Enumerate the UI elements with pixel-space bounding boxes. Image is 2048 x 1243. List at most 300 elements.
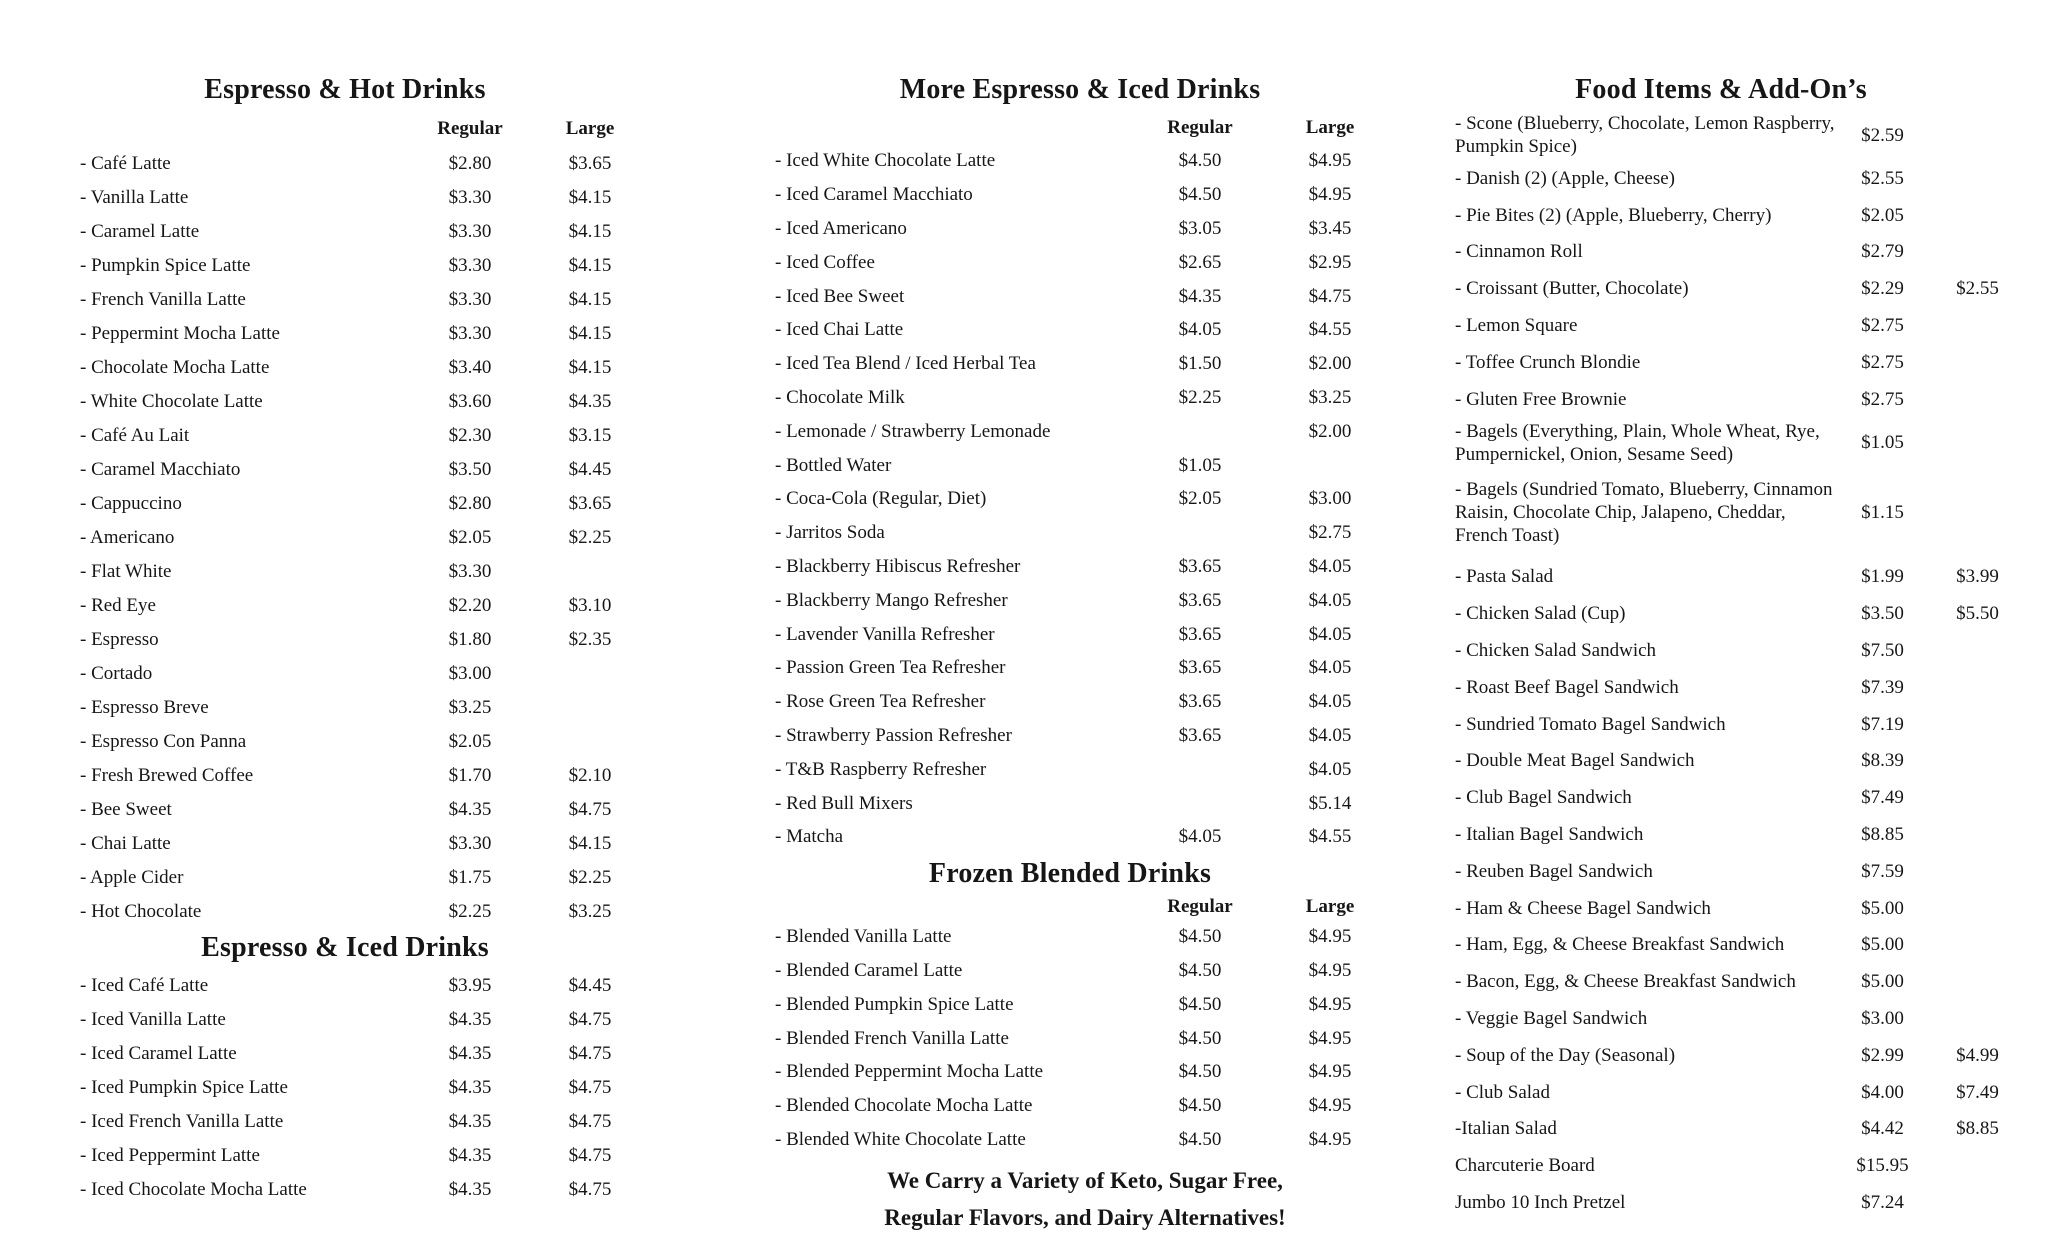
item-price-regular: $4.05 [1178,826,1222,848]
item-name: - Ham & Cheese Bagel Sandwich [1455,897,1711,919]
menu-item-row [775,550,1395,584]
item-name: - Sundried Tomato Bagel Sandwich [1455,713,1726,735]
item-name: - Chocolate Milk [775,386,905,408]
item-name: - Iced Americano [775,217,907,239]
menu-item-row [80,1070,650,1104]
item-price-large: $4.75 [568,1178,612,1200]
menu-item-row [1455,595,2025,632]
item-price-large: $2.00 [1308,353,1352,375]
item-price-large: $4.15 [568,832,612,854]
menu-item-row [1455,1000,2025,1037]
item-price-regular: $2.80 [448,152,492,174]
item-price-large: $4.55 [1308,826,1352,848]
menu-item-row [775,347,1395,381]
item-price-regular: $3.30 [448,288,492,310]
item-price-regular: $2.79 [1861,241,1904,263]
menu-item-row [80,486,650,520]
item-price-large: $2.25 [568,526,612,548]
item-price-regular: $4.35 [1178,285,1222,307]
item-price-regular: $15.95 [1856,1155,1909,1177]
item-price-regular: $2.05 [1178,488,1222,510]
item-name: - Blended Pumpkin Spice Latte [775,993,1014,1015]
large-column-header: Large [1305,896,1355,918]
menu-item-row [80,282,650,316]
menu-item-row [1455,344,2025,381]
item-price-regular: $5.00 [1861,897,1904,919]
item-name: - Blackberry Mango Refresher [775,589,1008,611]
item-price-regular: $2.75 [1861,315,1904,337]
item-price-large: $4.05 [1308,555,1352,577]
item-price-regular: $2.59 [1861,124,1904,146]
item-price-large: $2.25 [568,866,612,888]
menu-item-row [1455,1184,2025,1221]
menu-item-row [80,826,650,860]
item-name: - Cinnamon Roll [1455,241,1583,263]
item-name: - White Chocolate Latte [80,390,263,412]
item-name: - Apple Cider [80,866,184,888]
item-name: - Lavender Vanilla Refresher [775,623,995,645]
item-price-regular: $4.35 [448,1076,492,1098]
item-price-large: $8.85 [1956,1118,1999,1140]
menu-item-row [1455,1111,2025,1148]
item-name: - Iced Coffee [775,251,875,273]
item-price-regular: $2.30 [448,424,492,446]
item-price-regular: $4.50 [1178,1027,1222,1049]
menu-item-row [775,786,1395,820]
item-name: - Iced Chocolate Mocha Latte [80,1178,307,1200]
item-price-large: $4.95 [1308,993,1352,1015]
menu-item-row [775,448,1395,482]
item-price-large: $3.00 [1308,488,1352,510]
item-name: - Iced Vanilla Latte [80,1008,226,1030]
item-name: - Blended White Chocolate Latte [775,1128,1026,1150]
item-price-large: $3.45 [1308,217,1352,239]
item-price-regular: $7.19 [1861,713,1904,735]
menu-item-row [80,1104,650,1138]
item-price-large: $4.35 [568,390,612,412]
regular-column-header: Regular [1167,116,1233,138]
menu-item-row [775,482,1395,516]
menu-item-row [775,752,1395,786]
menu-item-row [1455,160,2025,197]
item-price-regular: $4.35 [448,1110,492,1132]
item-price-regular: $4.42 [1861,1118,1904,1140]
item-name: - Red Bull Mixers [775,792,913,814]
menu-column-middle [775,70,1395,1236]
item-name: - Iced Café Latte [80,974,209,996]
item-name: - Americano [80,526,175,548]
item-price-large: $2.35 [568,628,612,650]
item-price-large: $3.25 [568,900,612,922]
menu-note-line-2: Regular Flavors, and Dairy Alternatives! [884,1205,1286,1231]
item-price-large: $4.95 [1308,959,1352,981]
item-name: - Café Au Lait [80,424,190,446]
large-column-header: Large [565,117,615,139]
item-name: - Espresso Breve [80,696,209,718]
item-price-large: $5.14 [1308,792,1352,814]
menu-item-row [1455,853,2025,890]
item-name: - Caramel Macchiato [80,458,241,480]
menu-item-row [80,1036,650,1070]
menu-item-row [1455,706,2025,743]
item-name: - Iced Pumpkin Spice Latte [80,1076,288,1098]
item-name: Charcuterie Board [1455,1155,1595,1177]
item-name: - Passion Green Tea Refresher [775,657,1006,679]
item-price-regular: $7.24 [1861,1192,1904,1214]
item-price-regular: $7.39 [1861,676,1904,698]
item-name: - Veggie Bagel Sandwich [1455,1008,1648,1030]
item-name: - Scone (Blueberry, Chocolate, Lemon Raspberry, Pumpkin Spice) [1455,113,1835,157]
item-price-regular: $3.30 [448,186,492,208]
menu-item-row [1455,1037,2025,1074]
menu-column-left [80,70,650,1206]
item-name: - Café Latte [80,152,171,174]
item-name: Jumbo 10 Inch Pretzel [1455,1192,1626,1214]
item-price-regular: $2.75 [1861,351,1904,373]
item-name: - Double Meat Bagel Sandwich [1455,750,1695,772]
item-price-regular: $2.80 [448,492,492,514]
item-name: - Red Eye [80,594,156,616]
item-price-regular: $1.05 [1178,454,1222,476]
item-price-regular: $2.05 [448,730,492,752]
item-price-regular: $3.30 [448,220,492,242]
item-price-regular: $1.50 [1178,353,1222,375]
menu-item-row [80,894,650,928]
menu-item-row [80,860,650,894]
item-price-regular: $4.35 [448,1008,492,1030]
section-more-espresso-iced-drinks [775,70,1395,854]
item-name: - Blended Peppermint Mocha Latte [775,1061,1044,1083]
item-price-regular: $5.00 [1861,971,1904,993]
menu-note-line-1: We Carry a Variety of Keto, Sugar Free, [887,1168,1283,1194]
item-price-regular: $5.00 [1861,934,1904,956]
section-title: More Espresso & Iced Drinks [899,74,1261,105]
item-price-large: $3.99 [1956,566,1999,588]
item-name: - Blended Vanilla Latte [775,926,952,948]
item-price-regular: $8.85 [1861,824,1904,846]
item-price-large: $4.95 [1308,184,1352,206]
item-price-large: $2.75 [1308,522,1352,544]
menu-item-row [1455,381,2025,418]
item-name: - Iced Tea Blend / Iced Herbal Tea [775,353,1036,375]
item-price-large: $3.25 [1308,386,1352,408]
item-price-large: $4.05 [1308,657,1352,679]
menu-item-row [1455,816,2025,853]
item-name: - Espresso [80,628,159,650]
item-price-regular: $3.65 [1178,724,1222,746]
item-name: - Chicken Salad Sandwich [1455,640,1657,662]
menu-item-row [80,1172,650,1206]
menu-item-row [775,1123,1395,1157]
item-price-regular: $2.05 [1861,204,1904,226]
item-name: - Chai Latte [80,832,171,854]
item-price-large: $4.99 [1956,1044,1999,1066]
menu-item-row [80,214,650,248]
item-price-large: $4.75 [568,1042,612,1064]
item-name: - Iced Peppermint Latte [80,1144,260,1166]
item-price-large: $4.15 [568,288,612,310]
item-price-regular: $4.35 [448,798,492,820]
section-food-items-add-ons [1455,70,2025,1221]
menu-item-row [80,418,650,452]
item-name: - Blackberry Hibiscus Refresher [775,555,1021,577]
item-price-regular: $4.50 [1178,993,1222,1015]
large-column-header: Large [1305,116,1355,138]
item-name: - Iced Bee Sweet [775,285,905,307]
item-name: - French Vanilla Latte [80,288,246,310]
menu-item-row [80,656,650,690]
menu-item-row [80,248,650,282]
item-name: - Bagels (Everything, Plain, Whole Wheat, Rye, Pumpernickel, Onion, Sesame Seed) [1455,420,1820,465]
item-price-regular: $3.30 [448,254,492,276]
price-header-row [775,894,1395,920]
item-name: - Soup of the Day (Seasonal) [1455,1044,1676,1066]
menu-item-row [1455,418,2025,468]
menu-item-row [775,516,1395,550]
item-price-large: $2.95 [1308,251,1352,273]
menu-item-row [80,724,650,758]
item-name: - Espresso Con Panna [80,730,247,752]
menu-item-row [1455,669,2025,706]
item-price-regular: $4.50 [1178,1061,1222,1083]
menu-item-row [775,820,1395,854]
item-name: - Bacon, Egg, & Cheese Breakfast Sandwich [1455,971,1796,993]
item-name: - Iced Caramel Macchiato [775,184,973,206]
menu-item-row [80,690,650,724]
item-price-regular: $3.65 [1178,691,1222,713]
item-price-large: $4.45 [568,974,612,996]
menu-item-row [775,245,1395,279]
item-price-regular: $3.50 [1861,603,1904,625]
item-price-large: $3.65 [568,492,612,514]
section-espresso-hot-drinks [80,70,650,928]
menu-item-row [80,588,650,622]
item-price-regular: $3.50 [448,458,492,480]
item-name: - Italian Bagel Sandwich [1455,824,1644,846]
item-price-regular: $4.50 [1178,959,1222,981]
item-name: - Iced Chai Latte [775,319,904,341]
item-name: - Pasta Salad [1455,566,1554,588]
item-name: - Pumpkin Spice Latte [80,254,251,276]
menu-item-row [775,144,1395,178]
item-price-regular: $1.15 [1861,501,1904,523]
menu-item-row [80,180,650,214]
menu-item-row [1455,927,2025,964]
item-name: - Reuben Bagel Sandwich [1455,860,1653,882]
item-price-regular: $4.50 [1178,1128,1222,1150]
menu-item-row [775,583,1395,617]
item-price-regular: $4.00 [1861,1081,1904,1103]
item-price-large: $4.95 [1308,1027,1352,1049]
item-price-regular: $2.05 [448,526,492,548]
menu-item-row [775,1089,1395,1123]
item-name: - Cortado [80,662,153,684]
menu-item-row [775,313,1395,347]
item-name: - Iced French Vanilla Latte [80,1110,284,1132]
item-name: - Roast Beef Bagel Sandwich [1455,676,1679,698]
item-name: - Fresh Brewed Coffee [80,764,254,786]
item-price-large: $4.15 [568,220,612,242]
regular-column-header: Regular [1167,896,1233,918]
item-price-regular: $4.35 [448,1144,492,1166]
menu-item-row [775,920,1395,954]
menu-item-row [1455,743,2025,780]
item-name: - Bee Sweet [80,798,172,820]
menu-item-row [80,146,650,180]
item-name: - Hot Chocolate [80,900,202,922]
item-name: - Toffee Crunch Blondie [1455,351,1641,373]
menu-item-row [80,316,650,350]
item-name: - Lemonade / Strawberry Lemonade [775,420,1051,442]
item-name: - Cappuccino [80,492,182,514]
regular-column-header: Regular [437,117,503,139]
item-price-large: $4.55 [1308,319,1352,341]
menu-item-row [1455,270,2025,307]
item-price-regular: $3.00 [1861,1008,1904,1030]
item-price-large: $4.15 [568,356,612,378]
menu-item-row [80,452,650,486]
item-price-large: $3.65 [568,152,612,174]
item-price-regular: $4.50 [1178,1095,1222,1117]
section-frozen-blended-drinks [775,854,1395,1157]
menu-item-row [775,1055,1395,1089]
item-price-large: $4.75 [1308,285,1352,307]
menu-item-row [775,685,1395,719]
item-price-regular: $2.20 [448,594,492,616]
item-price-regular: $7.59 [1861,860,1904,882]
item-price-large: $4.15 [568,186,612,208]
item-name: - Bottled Water [775,454,892,476]
menu-item-row [80,792,650,826]
menu-item-row [80,520,650,554]
menu-item-row [775,987,1395,1021]
item-price-large: $4.05 [1308,623,1352,645]
item-price-large: $4.05 [1308,589,1352,611]
item-price-regular: $1.05 [1861,432,1904,454]
item-price-large: $4.75 [568,1008,612,1030]
item-name: - Strawberry Passion Refresher [775,724,1012,746]
item-price-regular: $3.30 [448,560,492,582]
menu-item-row [775,178,1395,212]
menu-item-row [1455,632,2025,669]
menu-item-row [1455,110,2025,160]
item-name: - Bagels (Sundried Tomato, Blueberry, Cinnamon Raisin, Chocolate Chip, Jalapeno, Cheddar, French Toast) [1455,478,1833,546]
menu-item-row [80,1002,650,1036]
item-name: - Pie Bites (2) (Apple, Blueberry, Cherry) [1455,204,1772,226]
item-price-regular: $4.35 [448,1042,492,1064]
item-name: -Italian Salad [1455,1118,1557,1140]
menu-item-row [80,968,650,1002]
item-price-regular: $4.35 [448,1178,492,1200]
item-price-regular: $2.75 [1861,388,1904,410]
menu-item-row [1455,559,2025,596]
menu-item-row [80,1138,650,1172]
price-header-row [775,110,1395,144]
item-price-large: $3.10 [568,594,612,616]
item-name: - Gluten Free Brownie [1455,388,1627,410]
item-name: - Blended Caramel Latte [775,959,963,981]
section-title: Espresso & Iced Drinks [201,932,489,963]
item-name: - Blended Chocolate Mocha Latte [775,1095,1033,1117]
item-name: - Club Salad [1455,1081,1550,1103]
menu-item-row [775,414,1395,448]
item-price-large: $3.15 [568,424,612,446]
menu-item-row [80,350,650,384]
item-price-regular: $3.30 [448,832,492,854]
item-name: - Jarritos Soda [775,522,885,544]
menu-item-row [1455,476,2025,549]
item-price-regular: $4.50 [1178,926,1222,948]
item-price-regular: $2.25 [448,900,492,922]
item-price-regular: $1.75 [448,866,492,888]
item-name: - Chicken Salad (Cup) [1455,603,1626,625]
item-price-regular: $2.29 [1861,278,1904,300]
item-name: - Coca-Cola (Regular, Diet) [775,488,987,510]
item-name: - Iced Caramel Latte [80,1042,237,1064]
item-price-regular: $3.00 [448,662,492,684]
item-price-regular: $3.65 [1178,555,1222,577]
section-espresso-iced-drinks [80,928,650,1206]
item-price-regular: $3.40 [448,356,492,378]
item-price-large: $4.95 [1308,1095,1352,1117]
menu-item-row [1455,234,2025,271]
item-name: - Club Bagel Sandwich [1455,787,1632,809]
item-price-large: $7.49 [1956,1081,1999,1103]
item-price-large: $4.05 [1308,691,1352,713]
item-price-large: $4.15 [568,322,612,344]
section-title: Frozen Blended Drinks [928,857,1212,889]
item-name: - T&B Raspberry Refresher [775,758,987,780]
item-name: - Chocolate Mocha Latte [80,356,270,378]
item-price-large: $4.95 [1308,1061,1352,1083]
item-price-regular: $3.65 [1178,589,1222,611]
item-price-regular: $7.49 [1861,787,1904,809]
menu-item-row [775,381,1395,415]
item-name: - Danish (2) (Apple, Cheese) [1455,167,1676,189]
menu-item-row [80,758,650,792]
item-price-regular: $4.50 [1178,184,1222,206]
item-price-large: $4.95 [1308,1128,1352,1150]
menu-item-row [1455,890,2025,927]
item-price-regular: $1.70 [448,764,492,786]
item-price-large: $4.05 [1308,724,1352,746]
item-price-large: $4.75 [568,1144,612,1166]
item-price-regular: $3.65 [1178,623,1222,645]
item-price-large: $4.15 [568,254,612,276]
menu-item-row [775,1021,1395,1055]
menu-item-row [1455,307,2025,344]
menu-item-row [80,384,650,418]
menu-item-row [775,954,1395,988]
item-price-regular: $3.60 [448,390,492,412]
menu-item-row [1455,1147,2025,1184]
item-price-large: $4.45 [568,458,612,480]
item-price-regular: $7.50 [1861,640,1904,662]
item-name: - Lemon Square [1455,315,1578,337]
item-price-large: $2.55 [1956,278,1999,300]
item-price-regular: $3.05 [1178,217,1222,239]
item-price-large: $4.95 [1308,926,1352,948]
item-name: - Ham, Egg, & Cheese Breakfast Sandwich [1455,934,1785,956]
item-price-large: $4.75 [568,1110,612,1132]
menu-item-row [775,617,1395,651]
item-name: - Peppermint Mocha Latte [80,322,280,344]
item-name: - Matcha [775,826,844,848]
item-price-large: $5.50 [1956,603,1999,625]
item-price-regular: $2.65 [1178,251,1222,273]
menu-item-row [1455,779,2025,816]
menu-column-right [1455,70,2025,1221]
